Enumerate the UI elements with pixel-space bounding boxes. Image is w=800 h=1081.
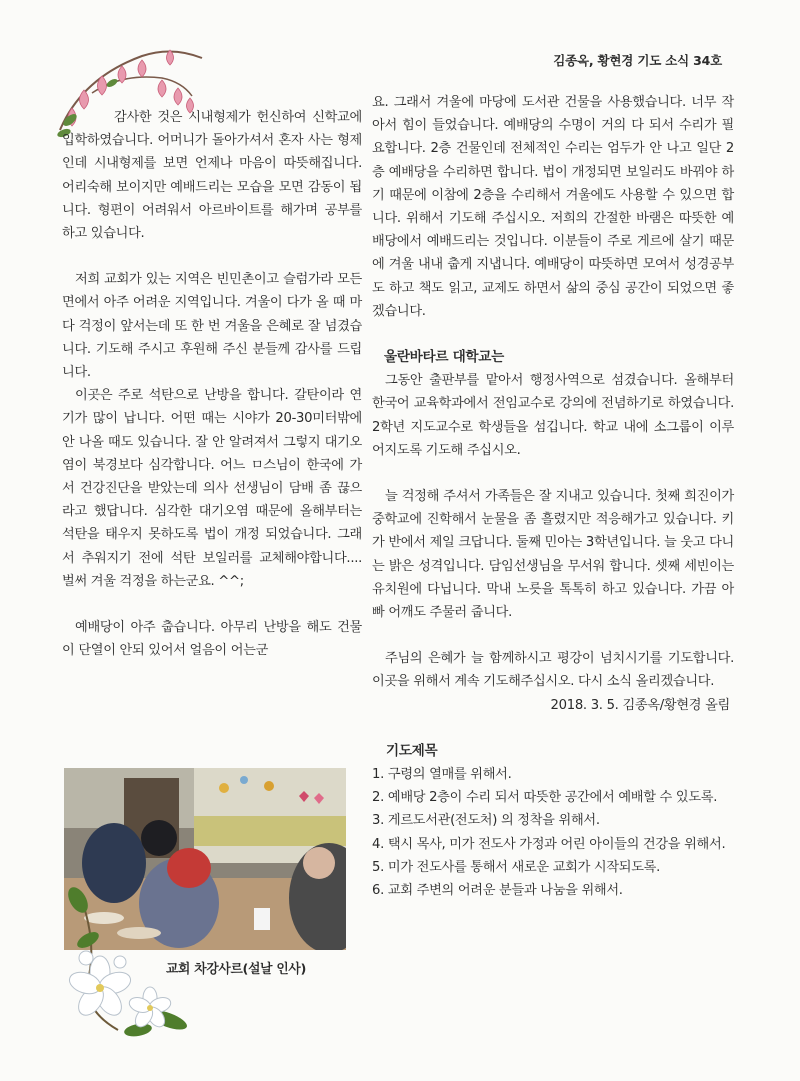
- prayer-item: 3. 게르도서관(전도처) 의 정착을 위해서.: [372, 813, 600, 829]
- prayer-heading: 기도제목: [386, 742, 438, 759]
- paragraph-closing: 주님의 은혜가 늘 함께하시고 평강이 넘치시기를 기도합니다. 이곳을 위해서 계속 기도해주십시오. 다시 소식 올리겠습니다.: [372, 651, 734, 690]
- prayer-item: 6. 교회 주변의 어려운 분들과 나눔을 위해서.: [372, 883, 623, 899]
- prayer-item: 2. 예배당 2층이 수리 되서 따뜻한 공간에서 예배할 수 있도록.: [372, 790, 718, 806]
- paragraph-winter: 저희 교회가 있는 지역은 빈민촌이고 슬럼가라 모든 면에서 아주 어려운 지역입니다. 겨울이 다가 올 때 마다 걱정이 앞서는데 또 한 번 겨울을 은혜로 잘 넘겼습니다. 기도해 주시고 후원해 주신 분들께 감사를 드립니다.: [62, 272, 362, 381]
- prayer-list: [372, 763, 734, 902]
- prayer-item: 4. 택시 목사, 미가 전도사 가정과 어린 아이들의 건강을 위해서.: [372, 836, 726, 852]
- paragraph-seminary: 감사한 것은 시내형제가 헌신하여 신학교에 입학하였습니다. 어머니가 돌아가셔서 혼자 사는 형제인데 시내형제를 보면 언제나 마음이 따뜻해집니다. 어리숙해 보이지만 예배드리는 모습을 모면 감동이 됩니다. 형편이 어려워서 아르바이트를 해가며 공부를 하고 있습니다.: [62, 110, 362, 242]
- paragraph-family: 늘 걱정해 주셔서 가족들은 잘 지내고 있습니다. 첫째 희진이가 중학교에 진학해서 눈물을 좀 흘렸지만 적응해가고 있습니다. 키가 반에서 제일 크답니다. 둘째 민아는 3학년입니다. 늘 웃고 다니는 밝은 성격입니다. 담임선생님을 무서워 합니다. 셋째 세빈이는 유치원에 다닙니다. 막내 노릇을 톡톡히 하고 있습니다. 가끔 아빠 어깨도 주물러 줍니다.: [372, 489, 734, 621]
- photo-caption: 교회 차강사르(설날 인사): [166, 962, 307, 977]
- section-heading-university: 울란바타르 대학교는: [384, 349, 504, 366]
- paragraph-chapel-cold: 예배당이 아주 춥습니다. 아무리 난방을 해도 건물이 단열이 안되 있어서 얼음이 어는군: [62, 620, 362, 659]
- paragraph-university: 그동안 출판부를 맡아서 행정사역으로 섬겼습니다. 올해부터 한국어 교육학과에서 전임교수로 강의에 전념하기로 하였습니다. 2학년 지도교수로 학생들을 섬깁니다. 학교 내에 소그룹이 이루어지도록 기도해 주십시오.: [372, 373, 734, 458]
- paragraph-coal: 이곳은 주로 석탄으로 난방을 합니다. 갈탄이라 연기가 많이 납니다. 어떤 때는 시야가 20-30미터밖에 안 나올 때도 있습니다. 잘 안 알려져서 그렇지 대기오염이 북경보다 심각합니다. 어느 ㅁ스님이 한국에 가서 건강진단을 받았는데 의사 선생님이 담배 좀 끊으라고 했답니다. 심각한 대기오염 때문에 올해부터는 석탄을 태우지 못하도록 법이 개정 되었습니다. 그래서 추워지기 전에 석탄 보일러를 교체해야합니다.... 벌써 겨울 걱정을 하는군요. ^^;: [62, 388, 362, 589]
- prayer-item: 5. 미가 전도사를 통해서 새로운 교회가 시작되도록.: [372, 859, 661, 875]
- signature: 2018. 3. 5. 김종옥/황현경 올림: [550, 697, 730, 713]
- prayer-item: 1. 구령의 열매를 위해서.: [372, 767, 512, 783]
- newsletter-title: 김종옥, 황현경 기도 소식 34호: [553, 53, 722, 68]
- left-column: [62, 106, 362, 662]
- white-blossom-flower-icon: [58, 880, 198, 1040]
- paragraph-chapel-repair: 요. 그래서 겨울에 마당에 도서관 건물을 사용했습니다. 너무 작아서 힘이 들었습니다. 예배당의 수명이 거의 다 되서 수리가 필요합니다. 2층 건물인데 전체적인 수리는 엄두가 안 나고 일단 2층 예배당을 수리하면 합니다. 법이 개정되면 보일러도 바꿔야 하기 때문에 이참에 2층을 수리해서 겨울에도 사용할 수 있으면 합니다. 위해서 기도해 주십시오. 저희의 간절한 바램은 따뜻한 예배당에서 예배드리는 것입니다. 이분들이 주로 게르에 살기 때문에 겨울 내내 춥게 지냅니다. 예배당이 따뜻하면 모여서 성경공부도 하고 책도 읽고, 교제도 하면서 삶의 중심 공간이 되었으면 좋겠습니다.: [372, 95, 734, 319]
- right-column: [372, 91, 734, 902]
